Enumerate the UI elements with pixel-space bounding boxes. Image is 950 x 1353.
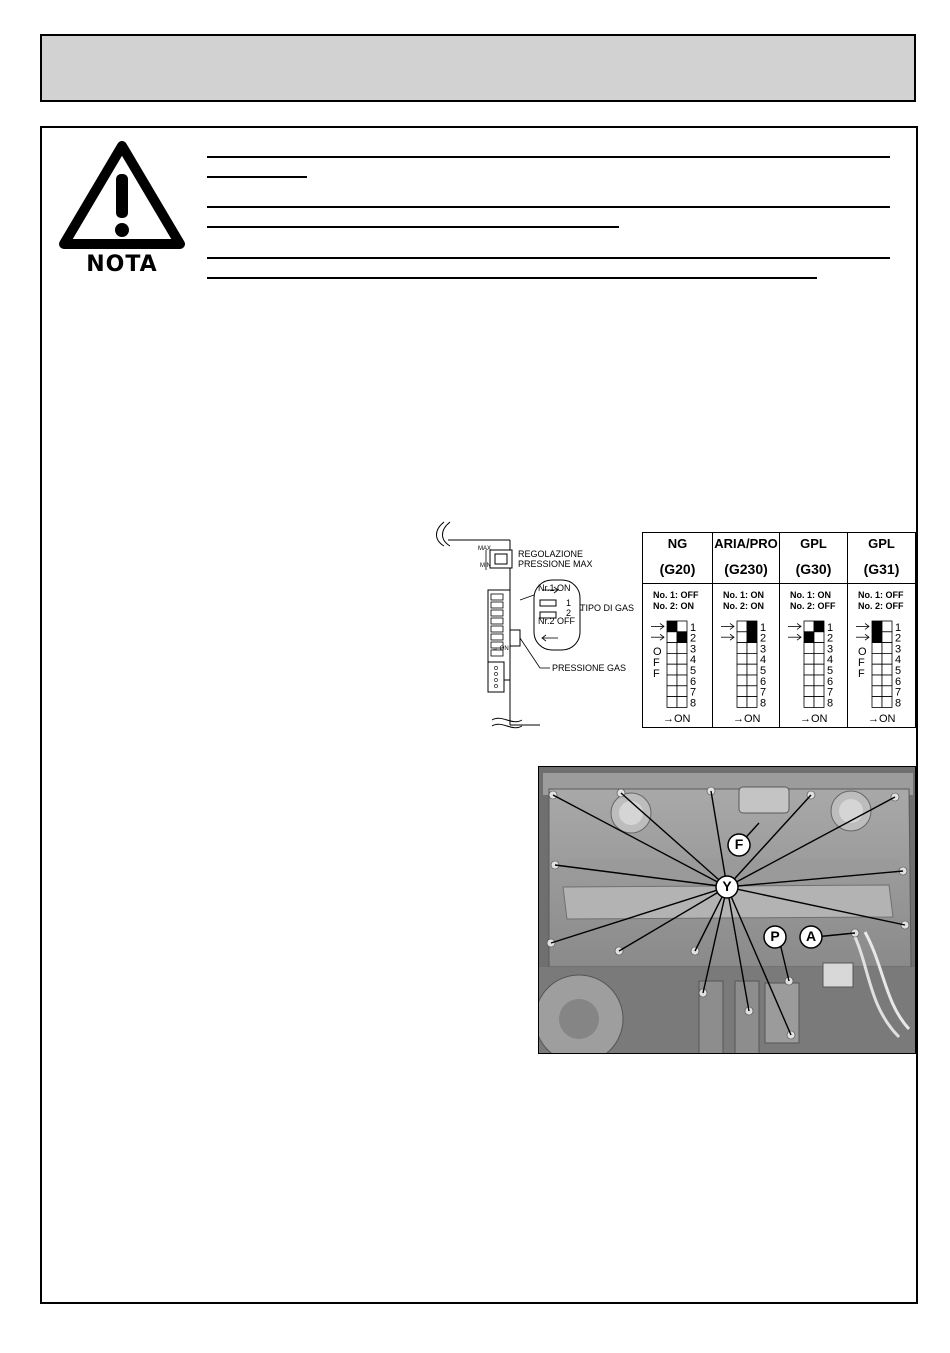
tipo-di-gas-label: TIPO DI GAS bbox=[580, 603, 635, 613]
switch-number: 7 bbox=[690, 686, 697, 699]
switch-number: 8 bbox=[895, 697, 902, 710]
max-label: MAX bbox=[478, 546, 492, 552]
on-label: →ON bbox=[868, 713, 896, 725]
gas-column bbox=[713, 533, 780, 727]
switch-number: 8 bbox=[690, 697, 697, 710]
switch-number: 3 bbox=[827, 643, 834, 656]
switch-number: 1 bbox=[895, 621, 902, 634]
switch-number: 5 bbox=[690, 665, 697, 677]
off-label: OFF bbox=[653, 646, 662, 680]
gas-name: GPL bbox=[800, 536, 827, 551]
gas-type-table bbox=[642, 532, 916, 728]
switch-number: 7 bbox=[760, 686, 767, 699]
board-schematic bbox=[430, 520, 640, 742]
pressione-gas-label: PRESSIONE GAS bbox=[552, 663, 627, 673]
switch-number: 1 bbox=[827, 621, 834, 634]
gas-column bbox=[780, 533, 848, 727]
switch-number: 3 bbox=[690, 643, 697, 656]
unit-photo bbox=[538, 766, 916, 1054]
switch-number: 2 bbox=[690, 632, 697, 645]
callout-2: 2 bbox=[566, 608, 572, 618]
gas-divider bbox=[643, 583, 712, 584]
min-label: MIN bbox=[480, 563, 491, 569]
gas-code: (G31) bbox=[863, 561, 900, 577]
switch-number: 5 bbox=[827, 665, 834, 677]
switch-2-state: No. 2: OFF bbox=[858, 601, 904, 611]
switch-number: 6 bbox=[827, 675, 834, 688]
switch-number: 6 bbox=[690, 675, 697, 688]
on-label: →ON bbox=[663, 713, 691, 725]
note-rule-3a bbox=[207, 257, 890, 259]
callout-nr2: Nr.2 OFF bbox=[538, 616, 576, 626]
gas-column bbox=[643, 533, 713, 727]
board-on-label: → ON bbox=[492, 646, 509, 652]
nota-label: NOTA bbox=[86, 252, 158, 277]
regolazione-label-1: REGOLAZIONE bbox=[518, 549, 584, 559]
switch-number: 3 bbox=[895, 643, 902, 656]
gas-name: NG bbox=[667, 536, 688, 551]
switch-number: 7 bbox=[827, 686, 834, 699]
gas-code: (G230) bbox=[724, 561, 768, 577]
on-label: →ON bbox=[800, 713, 828, 725]
switch-number: 8 bbox=[760, 697, 767, 710]
switch-number: 2 bbox=[760, 632, 767, 645]
note-rule-1b bbox=[207, 176, 307, 178]
switch-number: 7 bbox=[895, 686, 902, 699]
switch-number: 5 bbox=[760, 665, 767, 677]
switch-number: 2 bbox=[827, 632, 834, 645]
switch-number: 5 bbox=[895, 665, 902, 677]
switch-1-state: No. 1: OFF bbox=[858, 590, 904, 600]
off-label: OFF bbox=[858, 646, 867, 680]
label-y: Y bbox=[722, 878, 732, 894]
gas-code: (G30) bbox=[795, 561, 832, 577]
switch-number: 4 bbox=[760, 654, 767, 667]
switch-1-state: No. 1: ON bbox=[790, 590, 832, 600]
label-a: A bbox=[805, 928, 817, 944]
gas-divider bbox=[848, 583, 915, 584]
note-rule-1a bbox=[207, 156, 890, 158]
switch-number: 6 bbox=[895, 675, 902, 688]
switch-number: 2 bbox=[895, 632, 902, 645]
gas-divider bbox=[780, 583, 847, 584]
note-rule-2b bbox=[207, 226, 619, 228]
switch-2-state: No. 2: ON bbox=[653, 601, 695, 611]
gas-name: GPL bbox=[868, 536, 895, 551]
regolazione-label-2: PRESSIONE MAX bbox=[518, 559, 593, 569]
header-bar bbox=[40, 34, 916, 102]
switch-2-state: No. 2: OFF bbox=[790, 601, 836, 611]
switch-number: 1 bbox=[760, 621, 767, 634]
gas-column bbox=[848, 533, 915, 727]
switch-number: 8 bbox=[827, 697, 834, 710]
callout-1: 1 bbox=[566, 598, 572, 608]
switch-1-state: No. 1: OFF bbox=[653, 590, 699, 600]
switch-number: 1 bbox=[690, 621, 697, 634]
label-p: P bbox=[770, 928, 780, 944]
switch-number: 6 bbox=[760, 675, 767, 688]
dip-switch-grid bbox=[780, 617, 848, 727]
gas-code: (G20) bbox=[659, 561, 696, 577]
switch-number: 3 bbox=[760, 643, 767, 656]
switch-number: 4 bbox=[895, 654, 902, 667]
switch-number: 4 bbox=[827, 654, 834, 667]
note-rule-3b bbox=[207, 277, 817, 279]
gas-name: ARIA/PRO bbox=[714, 536, 778, 551]
switch-2-state: No. 2: ON bbox=[723, 601, 765, 611]
switch-1-state: No. 1: ON bbox=[723, 590, 765, 600]
callout-nr1: Nr.1 ON bbox=[538, 583, 571, 593]
dip-switch-grid bbox=[713, 617, 780, 727]
gas-divider bbox=[713, 583, 779, 584]
switch-number: 4 bbox=[690, 654, 697, 667]
note-rule-2a bbox=[207, 206, 890, 208]
on-label: →ON bbox=[733, 713, 761, 725]
label-f: F bbox=[734, 836, 744, 852]
